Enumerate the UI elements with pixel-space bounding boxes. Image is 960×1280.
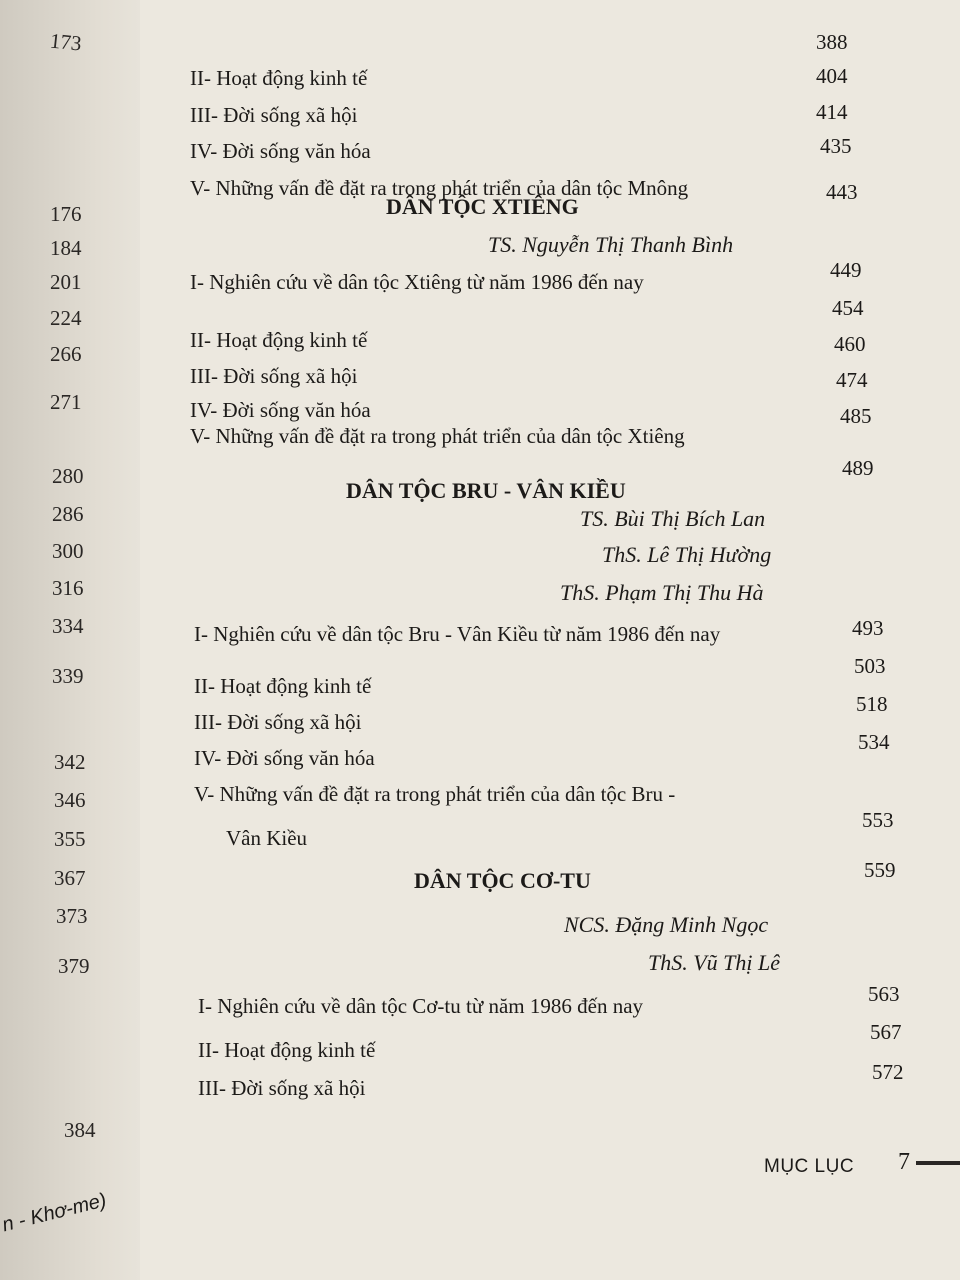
section-title: DÂN TỘC XTIÊNG xyxy=(386,194,579,219)
page-number: 534 xyxy=(858,730,890,754)
page-number: 485 xyxy=(840,404,872,428)
page-number: 474 xyxy=(836,368,868,392)
page-number: 489 xyxy=(842,456,874,480)
page-number: 454 xyxy=(832,296,864,320)
page-number: 443 xyxy=(826,180,858,204)
section-title: DÂN TỘC BRU - VÂN KIỀU xyxy=(346,478,626,503)
toc-entry: II- Hoạt động kinh tế xyxy=(190,66,368,90)
left-page-number: 334 xyxy=(52,614,84,638)
left-page-number: 384 xyxy=(64,1118,96,1142)
page-number: 567 xyxy=(870,1020,902,1044)
left-page-number: 224 xyxy=(50,306,82,330)
page-number: 493 xyxy=(852,616,884,640)
left-page-number: 355 xyxy=(54,827,86,851)
page-number: 563 xyxy=(868,982,900,1006)
page-number: 503 xyxy=(854,654,886,678)
toc-entry: IV- Đời sống văn hóa xyxy=(190,139,371,163)
page-number: 414 xyxy=(816,100,848,124)
running-footer-title: MỤC LỤC xyxy=(764,1156,855,1177)
toc-entry: V- Những vấn đề đặt ra trong phát triển của dân tộc Xtiêng xyxy=(190,424,685,448)
section-author: ThS. Lê Thị Hường xyxy=(602,542,772,567)
section-author: TS. Bùi Thị Bích Lan xyxy=(580,506,766,531)
footer-rule xyxy=(916,1161,960,1165)
toc-entry: III- Đời sống xã hội xyxy=(194,710,362,734)
section-author: ThS. Phạm Thị Thu Hà xyxy=(560,580,764,605)
toc-entry: IV- Đời sống văn hóa xyxy=(194,746,375,770)
page-number: 572 xyxy=(872,1060,904,1084)
left-page-number: 300 xyxy=(52,539,84,563)
toc-entry: I- Nghiên cứu về dân tộc Bru - Vân Kiều từ năm 1986 đến nay xyxy=(194,622,721,646)
page-number: 435 xyxy=(820,134,852,158)
toc-entry: V- Những vấn đề đặt ra trong phát triển của dân tộc Bru - xyxy=(194,782,676,806)
section-author: NCS. Đặng Minh Ngọc xyxy=(564,912,769,937)
left-page-number: 286 xyxy=(52,502,84,526)
left-page-number: 367 xyxy=(54,866,86,890)
left-page-number: 201 xyxy=(50,270,82,294)
page-number: 553 xyxy=(862,808,894,832)
left-page-number: 176 xyxy=(50,202,82,226)
toc-entry: I- Nghiên cứu về dân tộc Cơ-tu từ năm 1986 đến nay xyxy=(198,994,644,1018)
left-page-number: 266 xyxy=(50,342,82,366)
left-page-number: 316 xyxy=(52,576,84,600)
left-page-number: 173 xyxy=(48,28,83,56)
toc-page xyxy=(150,0,960,1280)
left-page-number: 184 xyxy=(50,236,82,260)
page-number: 460 xyxy=(834,332,866,356)
left-page-number: 379 xyxy=(58,954,90,978)
toc-entry: V- Những vấn đề đặt ra trong phát triển của dân tộc Mnông xyxy=(190,176,689,200)
left-page-number: 280 xyxy=(52,464,84,488)
toc-entry: III- Đời sống xã hội xyxy=(198,1076,366,1100)
left-page-number: 342 xyxy=(54,750,86,774)
section-title: DÂN TỘC CƠ-TU xyxy=(414,868,591,893)
toc-entry: I- Nghiên cứu về dân tộc Xtiêng từ năm 1986 đến nay xyxy=(190,270,644,294)
section-author: ThS. Vũ Thị Lê xyxy=(648,950,781,975)
page-number: 404 xyxy=(816,64,848,88)
page-number: 449 xyxy=(830,258,862,282)
toc-entry: II- Hoạt động kinh tế xyxy=(190,328,368,352)
running-footer-page-number: 7 xyxy=(898,1149,910,1175)
left-page-number: 346 xyxy=(54,788,86,812)
page-number: 559 xyxy=(864,858,896,882)
left-page-edge xyxy=(0,0,140,1280)
left-page-number: 339 xyxy=(52,664,84,688)
section-author: TS. Nguyễn Thị Thanh Bình xyxy=(488,232,734,257)
left-page-number: 271 xyxy=(50,390,82,414)
toc-entry: II- Hoạt động kinh tế xyxy=(194,674,372,698)
spine-text: n - Khơ-me) xyxy=(0,1189,109,1237)
toc-entry-continuation: Vân Kiều xyxy=(226,826,308,850)
left-page-number: 373 xyxy=(56,904,88,928)
toc-entry: IV- Đời sống văn hóa xyxy=(190,398,371,422)
toc-entry: III- Đời sống xã hội xyxy=(190,364,358,388)
toc-entry: III- Đời sống xã hội xyxy=(190,103,358,127)
toc-entry: II- Hoạt động kinh tế xyxy=(198,1038,376,1062)
page-number: 518 xyxy=(856,692,888,716)
page-number: 388 xyxy=(816,30,848,54)
